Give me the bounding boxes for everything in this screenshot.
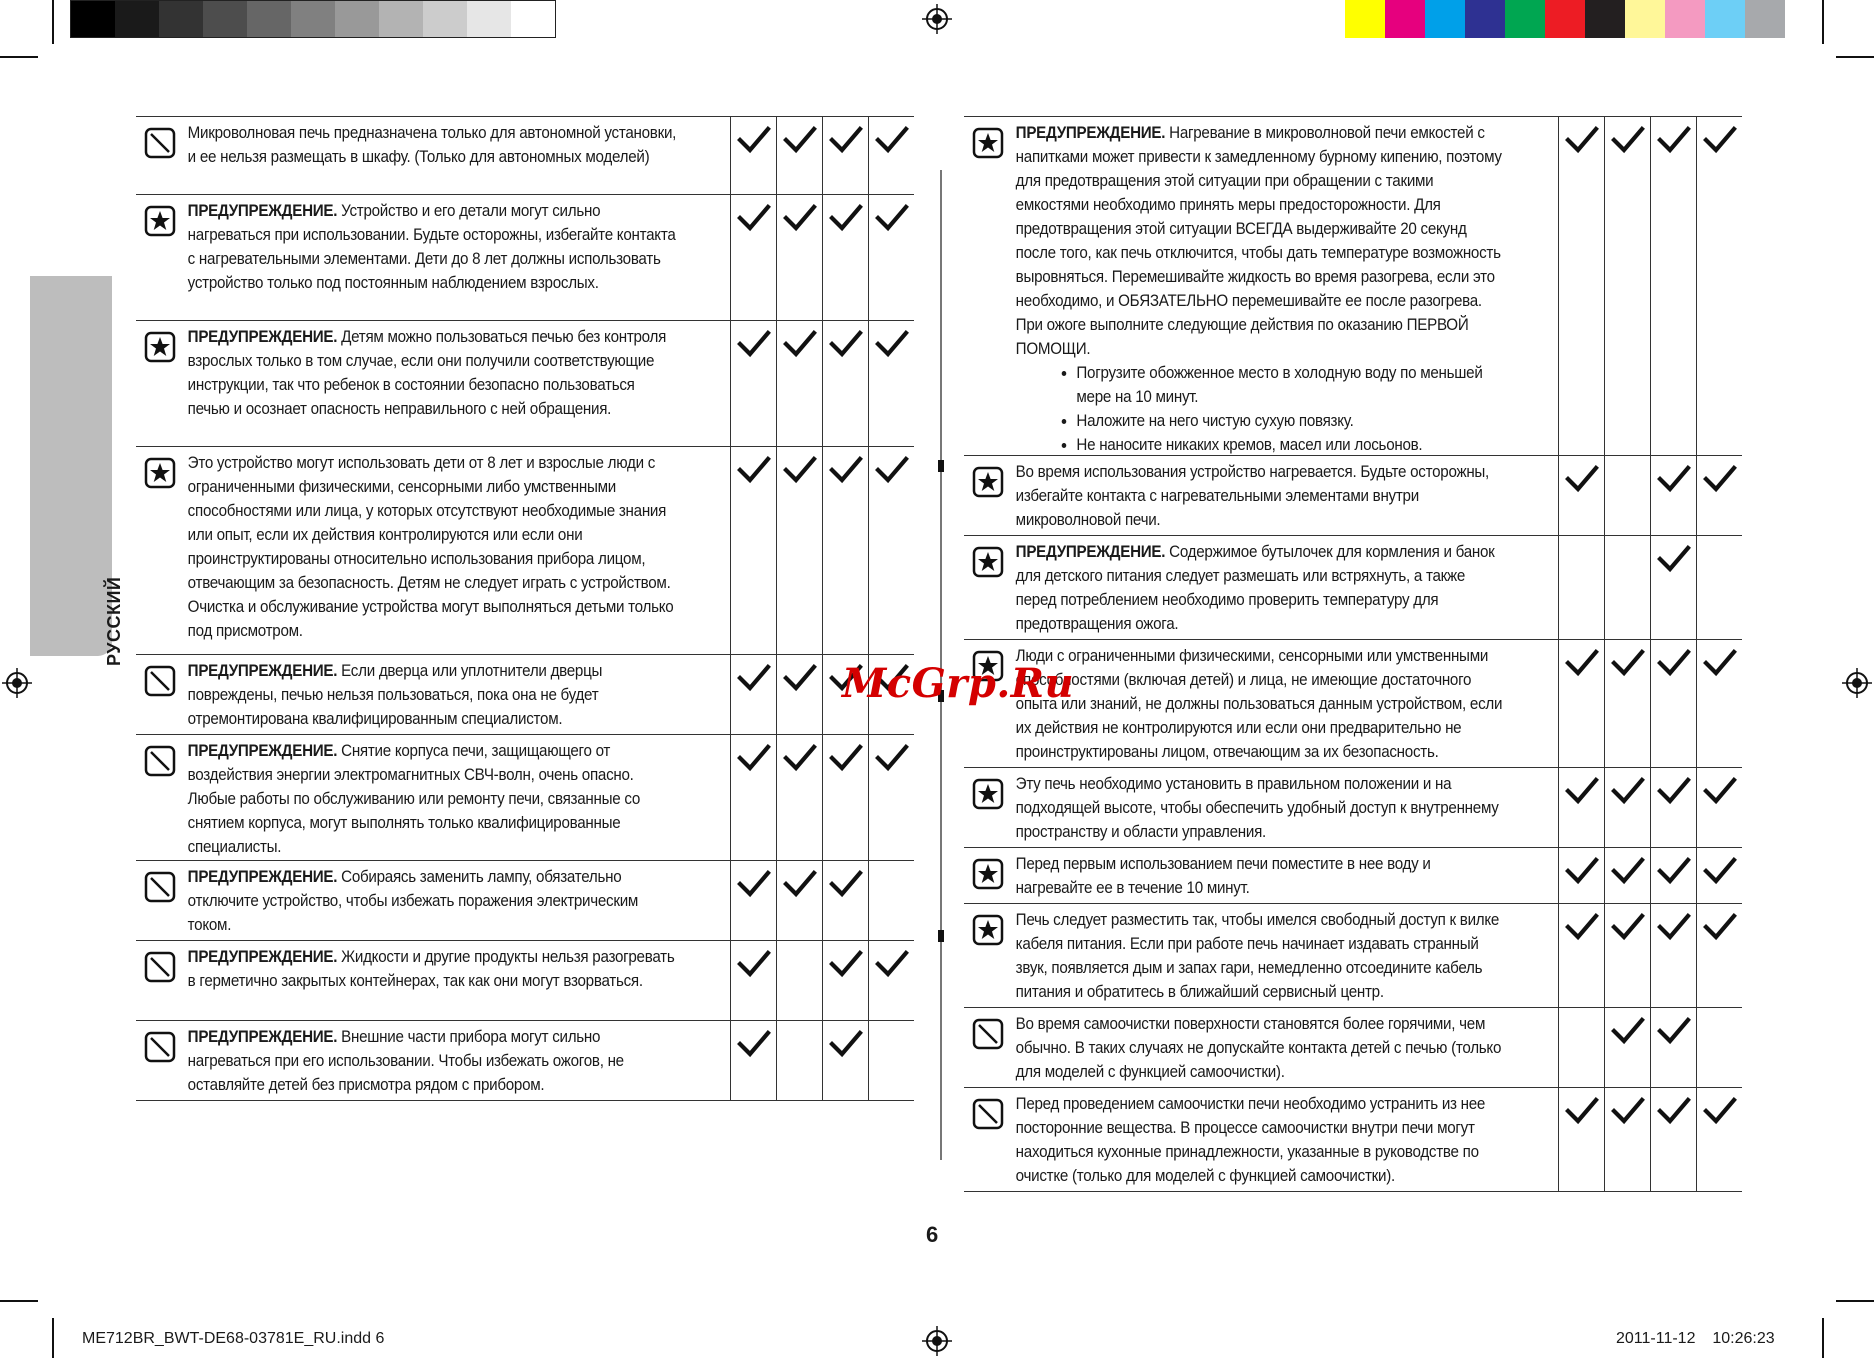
applicability-checks [730,117,914,194]
crop-mark [52,1318,54,1358]
checkmark-icon [776,195,822,320]
safety-text [184,735,686,860]
applicability-checks [1558,640,1742,767]
grayscale-swatch [291,1,335,37]
grayscale-swatch [335,1,379,37]
star-icon [964,768,1012,847]
checkmark-icon [822,861,868,940]
empty-check-cell [1604,456,1650,535]
instruction-text: Люди с ограниченными физическими, сенсорными или умственными способностями (включая детей) и лица, не имеющие достаточного опыта или знаний, не должны пользоваться данным устройством, если их действия не контролируются или если они предварительно не проинструктированы лицом, отвечающим за их безопасность. [1015,647,1503,761]
color-swatch [1585,0,1625,38]
grayscale-swatch [379,1,423,37]
table-row [964,456,1742,536]
checkmark-icon [1604,640,1650,767]
checkmark-icon [1558,904,1604,1007]
checkmark-icon [730,655,776,734]
checkmark-icon [1696,848,1742,903]
footer-file-name: ME712BR_BWT-DE68-03781E_RU.indd 6 [82,1330,385,1347]
warning-label: ПРЕДУПРЕЖДЕНИЕ. [187,948,338,966]
checkmark-icon [776,117,822,194]
prohibited-icon [136,735,184,860]
grayscale-swatch [115,1,159,37]
grayscale-swatch [203,1,247,37]
grayscale-swatch [467,1,511,37]
safety-text [184,655,686,734]
checkmark-icon [730,117,776,194]
star-icon [964,536,1012,639]
prohibited-icon [136,655,184,734]
empty-check-cell [1696,1008,1742,1087]
color-swatch [1465,0,1505,38]
table-row [136,116,914,195]
color-swatch [1425,0,1465,38]
checkmark-icon [822,117,868,194]
applicability-checks [1558,1088,1742,1191]
grayscale-swatch [511,1,555,37]
table-row [136,861,914,941]
instruction-text: Нагревание в микроволновой печи емкостей с напитками может привести к замедленному бурному кипению, поэтому для предотвращения этой ситуации при обращении с такими емкостями необходимо принять меры предосторожности. Для предотвращения этой ситуации ВСЕГДА выдерживайте 20 секунд после того, как печь отключится, чтобы дать температуре возможность выровняться. Перемешивайте жидкость во время разогрева, если это необходимо, и ОБЯЗАТЕЛЬНО перемешивайте ее после разогрева. При ожоге выполните следующие действия по оказанию ПЕРВОЙ ПОМОЩИ. [1015,124,1502,358]
checkmark-icon [1604,117,1650,455]
checkmark-icon [1696,904,1742,1007]
instruction-text: Собираясь заменить лампу, обязательно отключите устройство, чтобы избежать поражения электрическим током. [187,868,639,934]
instruction-text: Во время самоочистки поверхности становятся более горячими, чем обычно. В таких случаях не допускайте контакта детей с печью (только для моделей с функцией самоочистки). [1015,1015,1502,1081]
applicability-checks [730,861,914,940]
checkmark-icon [730,1021,776,1100]
table-row [964,1088,1742,1192]
prohibited-icon [136,117,184,194]
checkmark-icon [1558,768,1604,847]
applicability-checks [1558,848,1742,903]
color-swatch [1625,0,1665,38]
instruction-text: Перед проведением самоочистки печи необходимо устранить из нее посторонние вещества. В процессе самоочистки внутри печи могут находиться кухонные принадлежности, указанные в руководстве по очистке (только для моделей с функцией самоочистки). [1015,1095,1486,1185]
safety-text [184,447,686,654]
warning-label: ПРЕДУПРЕЖДЕНИЕ. [1015,543,1166,561]
empty-check-cell [776,1021,822,1100]
safety-text [1012,456,1514,535]
prohibited-icon [136,1021,184,1100]
table-row [136,1021,914,1101]
list-item: • Не наносите никаких кремов, масел или лосьонов. [1076,433,1507,457]
list-item: • Наложите на него чистую сухую повязку. [1076,409,1507,433]
checkmark-icon [1604,1008,1650,1087]
checkmark-icon [1650,536,1696,639]
table-row [964,640,1742,768]
checkmark-icon [730,861,776,940]
safety-text [1012,1088,1514,1191]
star-icon [964,904,1012,1007]
checkmark-icon [1604,1088,1650,1191]
checkmark-icon [776,655,822,734]
checkmark-icon [1558,456,1604,535]
registration-mark-icon [1842,668,1872,698]
checkmark-icon [776,447,822,654]
checkmark-icon [1696,1088,1742,1191]
checkmark-icon [822,447,868,654]
checkmark-icon [1604,904,1650,1007]
grayscale-swatch [423,1,467,37]
table-row [964,1008,1742,1088]
registration-mark-icon [2,668,32,698]
prohibited-icon [964,1008,1012,1087]
applicability-checks [730,941,914,1020]
checkmark-icon [1696,768,1742,847]
applicability-checks [1558,536,1742,639]
checkmark-icon [1650,848,1696,903]
watermark: McGrp.Ru [842,660,1075,707]
safety-text [184,1021,686,1100]
crop-mark [0,56,38,58]
instruction-text: Микроволновая печь предназначена только для автономной установки, и ее нельзя размещать в шкафу. (Только для автономных моделей) [187,124,677,166]
applicability-checks [1558,904,1742,1007]
applicability-checks [730,321,914,446]
safety-text [1012,848,1514,903]
instruction-text: Печь следует разместить так, чтобы имелся свободный доступ к вилке кабеля питания. Если при работе печь начинает издавать странный звук, появляется дым и запах гари, немедленно отсоедините кабель питания и обратитесь в ближайший сервисный центр. [1015,911,1500,1001]
checkmark-icon [1696,640,1742,767]
warning-label: ПРЕДУПРЕЖДЕНИЕ. [187,742,338,760]
checkmark-icon [868,941,914,1020]
instruction-text: Внешние части прибора могут сильно нагреваться при его использовании. Чтобы избежать ожогов, не оставляйте детей без присмотра рядом с прибором. [187,1028,624,1094]
prohibited-icon [136,861,184,940]
table-row [964,768,1742,848]
applicability-checks [730,735,914,860]
warning-label: ПРЕДУПРЕЖДЕНИЕ. [187,1028,338,1046]
instruction-text: Во время использования устройство нагревается. Будьте осторожны, избегайте контакта с нагревательными элементами внутри микроволновой печи. [1015,463,1490,529]
color-calibration-bar [1345,0,1785,38]
instruction-text: Если дверца или уплотнители дверцы повреждены, печью нельзя пользоваться, пока она не будет отремонтирована квалифицированным специалистом. [187,662,603,728]
instruction-text: Перед первым использованием печи поместите в нее воду и нагревайте ее в течение 10 минут. [1015,855,1431,897]
grayscale-swatch [247,1,291,37]
checkmark-icon [1558,1088,1604,1191]
checkmark-icon [1650,904,1696,1007]
safety-text [184,117,686,194]
crop-mark [1836,56,1874,58]
checkmark-icon [822,1021,868,1100]
grayscale-calibration-bar [70,0,556,38]
applicability-checks [730,1021,914,1100]
checkmark-icon [730,321,776,446]
empty-check-cell [868,861,914,940]
checkmark-icon [1558,117,1604,455]
safety-text [1012,904,1514,1007]
page-number: 6 [926,1222,939,1247]
warning-label: ПРЕДУПРЕЖДЕНИЕ. [187,662,338,680]
column-divider-mark [938,930,944,942]
instruction-text: Эту печь необходимо установить в правильном положении и на подходящей высоте, чтобы обеспечить удобный доступ к внутреннему пространству и области управления. [1015,775,1499,841]
checkmark-icon [730,941,776,1020]
checkmark-icon [1604,768,1650,847]
warning-label: ПРЕДУПРЕЖДЕНИЕ. [187,868,338,886]
language-label: РУССКИЙ [104,576,124,666]
empty-check-cell [868,1021,914,1100]
applicability-checks [1558,117,1742,455]
registration-mark-icon [922,4,952,34]
checkmark-icon [1604,848,1650,903]
color-swatch [1745,0,1785,38]
safety-table-left [136,116,914,1101]
applicability-checks [1558,768,1742,847]
color-swatch [1665,0,1705,38]
checkmark-icon [868,321,914,446]
instruction-text: Это устройство могут использовать дети от 8 лет и взрослые люди с ограниченными физическими, сенсорными либо умственными способностями или лица, у которых отсутствуют необходимые знания или опыт, если их действия контролируются или если они проинструктированы относительно использования прибора лицом, отвечающим за безопасность. Детям не следует играть с устройством. Очистка и обслуживание устройства могут выполняться детьми только под присмотром. [187,454,674,640]
table-row [136,321,914,447]
color-swatch [1385,0,1425,38]
table-row [964,904,1742,1008]
applicability-checks [1558,1008,1742,1087]
table-row [136,195,914,321]
registration-mark-icon [922,1326,952,1356]
color-swatch [1705,0,1745,38]
crop-mark [1822,0,1824,44]
checkmark-icon [1650,1088,1696,1191]
checkmark-icon [1650,456,1696,535]
crop-mark [1822,1318,1824,1358]
grayscale-swatch [159,1,203,37]
warning-label: ПРЕДУПРЕЖДЕНИЕ. [187,202,338,220]
list-item: • Погрузите обожженное место в холодную воду по меньшей мере на 10 минут. [1076,361,1507,409]
star-icon [964,848,1012,903]
checkmark-icon [776,735,822,860]
checkmark-icon [868,735,914,860]
checkmark-icon [1696,456,1742,535]
table-row [964,116,1742,456]
checkmark-icon [822,941,868,1020]
column-divider-mark [938,460,944,472]
instruction-text: Устройство и его детали могут сильно нагреваться при использовании. Будьте осторожны, избегайте контакта с нагревательными элементами. Дети до 8 лет должны использовать устройство только под постоянным наблюдением взрослых. [187,202,676,292]
star-icon [964,456,1012,535]
applicability-checks [730,195,914,320]
safety-text [184,321,686,446]
prohibited-icon [136,941,184,1020]
language-tab [30,276,124,666]
table-row [136,447,914,655]
empty-check-cell [776,941,822,1020]
prohibited-icon [964,1088,1012,1191]
warning-label: ПРЕДУПРЕЖДЕНИЕ. [1015,124,1166,142]
color-swatch [1345,0,1385,38]
footer-timestamp: 2011-11-12 10:26:23 [1616,1330,1775,1347]
crop-mark [1836,1300,1874,1302]
star-icon [136,195,184,320]
checkmark-icon [730,447,776,654]
checkmark-icon [868,195,914,320]
checkmark-icon [1650,640,1696,767]
warning-label: ПРЕДУПРЕЖДЕНИЕ. [187,328,338,346]
safety-text [1012,536,1514,639]
color-swatch [1505,0,1545,38]
star-icon [136,447,184,654]
instruction-text: Снятие корпуса печи, защищающего от воздействия энергии электромагнитных СВЧ-волн, очень опасно. Любые работы по обслуживанию или ремонту печи, связанные со снятием корпуса, могут выполнять только квалифицированные специалисты. [187,742,641,856]
empty-check-cell [1604,536,1650,639]
checkmark-icon [822,321,868,446]
checkmark-icon [1650,1008,1696,1087]
empty-check-cell [1558,536,1604,639]
checkmark-icon [776,321,822,446]
safety-text [1012,640,1514,767]
checkmark-icon [822,195,868,320]
table-row [964,536,1742,640]
applicability-checks [730,447,914,654]
grayscale-swatch [71,1,115,37]
table-row [964,848,1742,904]
checkmark-icon [1650,768,1696,847]
checkmark-icon [730,735,776,860]
first-aid-list [1016,361,1507,457]
safety-text [1012,1008,1514,1087]
checkmark-icon [1558,848,1604,903]
checkmark-icon [1558,640,1604,767]
checkmark-icon [822,735,868,860]
safety-text [184,195,686,320]
table-row [136,735,914,861]
star-icon [964,117,1012,455]
checkmark-icon [868,117,914,194]
safety-table-right [964,116,1742,1192]
crop-mark [52,0,54,44]
checkmark-icon [868,447,914,654]
checkmark-icon [1650,117,1696,455]
empty-check-cell [1696,536,1742,639]
checkmark-icon [1696,117,1742,455]
color-swatch [1545,0,1585,38]
safety-text [1012,768,1514,847]
table-row [136,655,914,735]
safety-text [184,861,686,940]
crop-mark [0,1300,38,1302]
checkmark-icon [730,195,776,320]
table-row [136,941,914,1021]
star-icon [136,321,184,446]
empty-check-cell [1558,1008,1604,1087]
instruction-text: Детям можно пользоваться печью без контроля взрослых только в том случае, если они получили соответствующие инструкции, так что ребенок в состоянии безопасно пользоваться печью и осознает опасность неправильного с ней обращения. [187,328,667,418]
applicability-checks [1558,456,1742,535]
safety-text [184,941,686,1020]
instruction-text: Жидкости и другие продукты нельзя разогревать в герметично закрытых контейнерах, так как они могут взорваться. [187,948,675,990]
instruction-text: Содержимое бутылочек для кормления и банок для детского питания следует размешать или встряхнуть, а также перед потреблением необходимо проверить температуру для предотвращения ожога. [1015,543,1495,633]
checkmark-icon [776,861,822,940]
safety-text [1012,117,1514,455]
